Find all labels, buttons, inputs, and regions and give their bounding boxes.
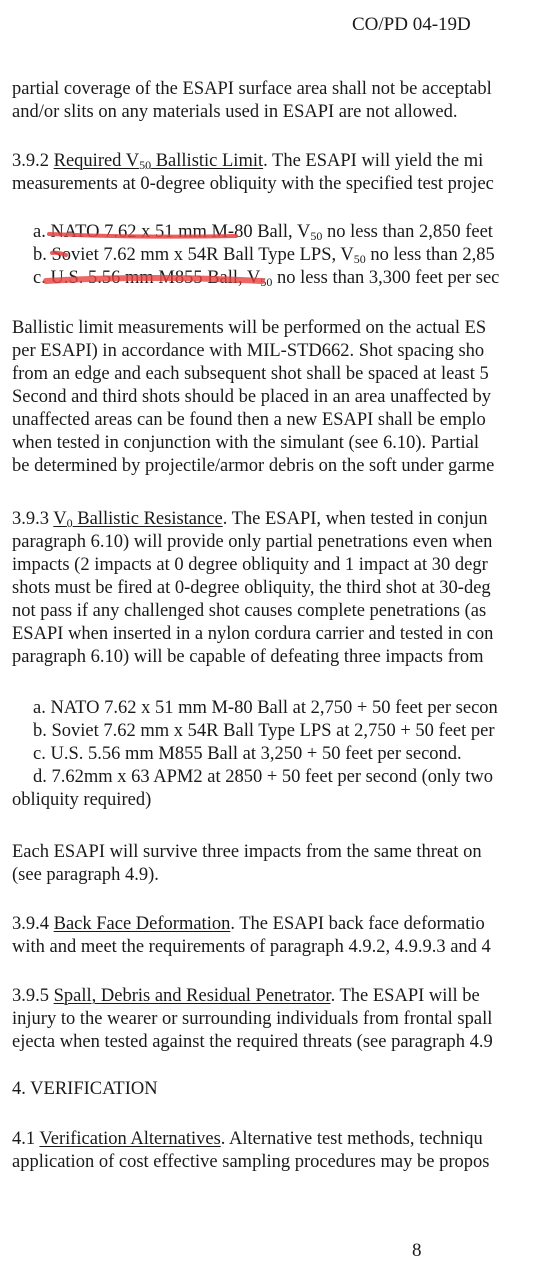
- paragraph-line: partial coverage of the ESAPI surface area shall not be acceptabl: [12, 79, 492, 99]
- paragraph-line: ESAPI when inserted in a nylon cordura carrier and tested in con: [12, 624, 494, 644]
- threat-item-a: a. NATO 7.62 x 51 mm M-80 Ball at 2,750 + 50 feet per secon: [33, 698, 498, 718]
- paragraph-line: measurements at 0-degree obliquity with the specified test projec: [12, 174, 494, 194]
- section-number: 4.1: [12, 1129, 40, 1149]
- threat-item-b: b. Soviet 7.62 mm x 54R Ball Type LPS, $V_{50}$ no less than 2,85: [33, 245, 495, 266]
- paragraph-line: Ballistic limit measurements will be performed on the actual ES: [12, 318, 487, 338]
- paragraph-line: and/or slits on any materials used in ESAPI are not allowed.: [12, 102, 458, 122]
- section-title: Back Face Deformation: [53, 914, 231, 934]
- document-id: CO/PD 04-19D: [352, 14, 471, 35]
- paragraph-line: be determined by projectile/armor debris on the soft under garme: [12, 456, 495, 476]
- paragraph-line: not pass if any challenged shot causes complete penetrations (as: [12, 601, 487, 621]
- paragraph-line: per ESAPI) in accordance with MIL-STD662. Shot spacing sho: [12, 341, 485, 361]
- section-3-9-2-heading: [12, 150, 483, 172]
- paragraph-line: Second and third shots should be placed in an area unaffected by: [12, 387, 491, 407]
- paragraph-line: when tested in conjunction with the simulant (see 6.10). Partial: [12, 433, 480, 453]
- section-text: . Alternative test methods, techniqu: [220, 1129, 483, 1149]
- section-3-9-3-heading: [12, 508, 488, 530]
- section-text: . The ESAPI will be: [330, 986, 480, 1006]
- paragraph-line: Each ESAPI will survive three impacts from the same threat on: [12, 842, 482, 862]
- paragraph-line: from an edge and each subsequent shot shall be spaced at least 5: [12, 364, 489, 384]
- paragraph-line: (see paragraph 4.9).: [12, 865, 159, 885]
- section-title: $V_0$ Ballistic Resistance: [53, 509, 223, 530]
- section-title: Required $V_{50}$ Ballistic Limit: [53, 151, 264, 172]
- section-4-1-heading: [12, 1128, 483, 1150]
- paragraph-line: unaffected areas can be found then a new ESAPI shall be emplo: [12, 410, 486, 430]
- section-number: 3.9.5: [12, 986, 54, 1006]
- threat-item-c: c. U.S. 5.56 mm M855 Ball, $V_{50}$ no less than 3,300 feet per sec: [33, 268, 500, 289]
- section-number: 3.9.2: [12, 151, 54, 171]
- page-number: 8: [412, 1240, 422, 1261]
- section-4-heading: 4. VERIFICATION: [12, 1079, 158, 1099]
- section-text: . The ESAPI back face deformatio: [230, 914, 485, 934]
- threat-item-d: d. 7.62mm x 63 APM2 at 2850 + 50 feet per second (only two: [33, 767, 494, 787]
- threat-item-a: a. NATO 7.62 x 51 mm M-80 Ball, $V_{50}$ no less than 2,850 feet: [33, 222, 493, 243]
- section-3-9-4-heading: [12, 913, 485, 935]
- paragraph-line: injury to the wearer or surrounding individuals from frontal spall: [12, 1009, 493, 1029]
- section-text: . The ESAPI will yield the mi: [263, 151, 484, 171]
- section-3-9-5-heading: [12, 985, 480, 1007]
- section-title: Verification Alternatives: [39, 1129, 221, 1149]
- paragraph-line: shots must be fired at 0-degree obliquity, the third shot at 30-deg: [12, 578, 491, 598]
- section-number: 3.9.4: [12, 914, 54, 934]
- section-title: Spall, Debris and Residual Penetrator: [53, 986, 331, 1006]
- paragraph-line: impacts (2 impacts at 0 degree obliquity and 1 impact at 30 degr: [12, 555, 488, 575]
- paragraph-line: with and meet the requirements of paragraph 4.9.2, 4.9.9.3 and 4: [12, 937, 491, 957]
- paragraph-line: paragraph 6.10) will be capable of defeating three impacts from: [12, 647, 484, 667]
- section-text: . The ESAPI, when tested in conjun: [222, 509, 488, 529]
- paragraph-line: application of cost effective sampling procedures may be propos: [12, 1152, 490, 1172]
- paragraph-line: paragraph 6.10) will provide only partial penetrations even when: [12, 532, 493, 552]
- section-number: 3.9.3: [12, 509, 54, 529]
- threat-item-d-continuation: obliquity required): [12, 790, 152, 810]
- threat-item-b: b. Soviet 7.62 mm x 54R Ball Type LPS at 2,750 + 50 feet per: [33, 721, 495, 741]
- threat-item-c: c. U.S. 5.56 mm M855 Ball at 3,250 + 50 feet per second.: [33, 744, 462, 764]
- paragraph-line: ejecta when tested against the required threats (see paragraph 4.9: [12, 1032, 493, 1052]
